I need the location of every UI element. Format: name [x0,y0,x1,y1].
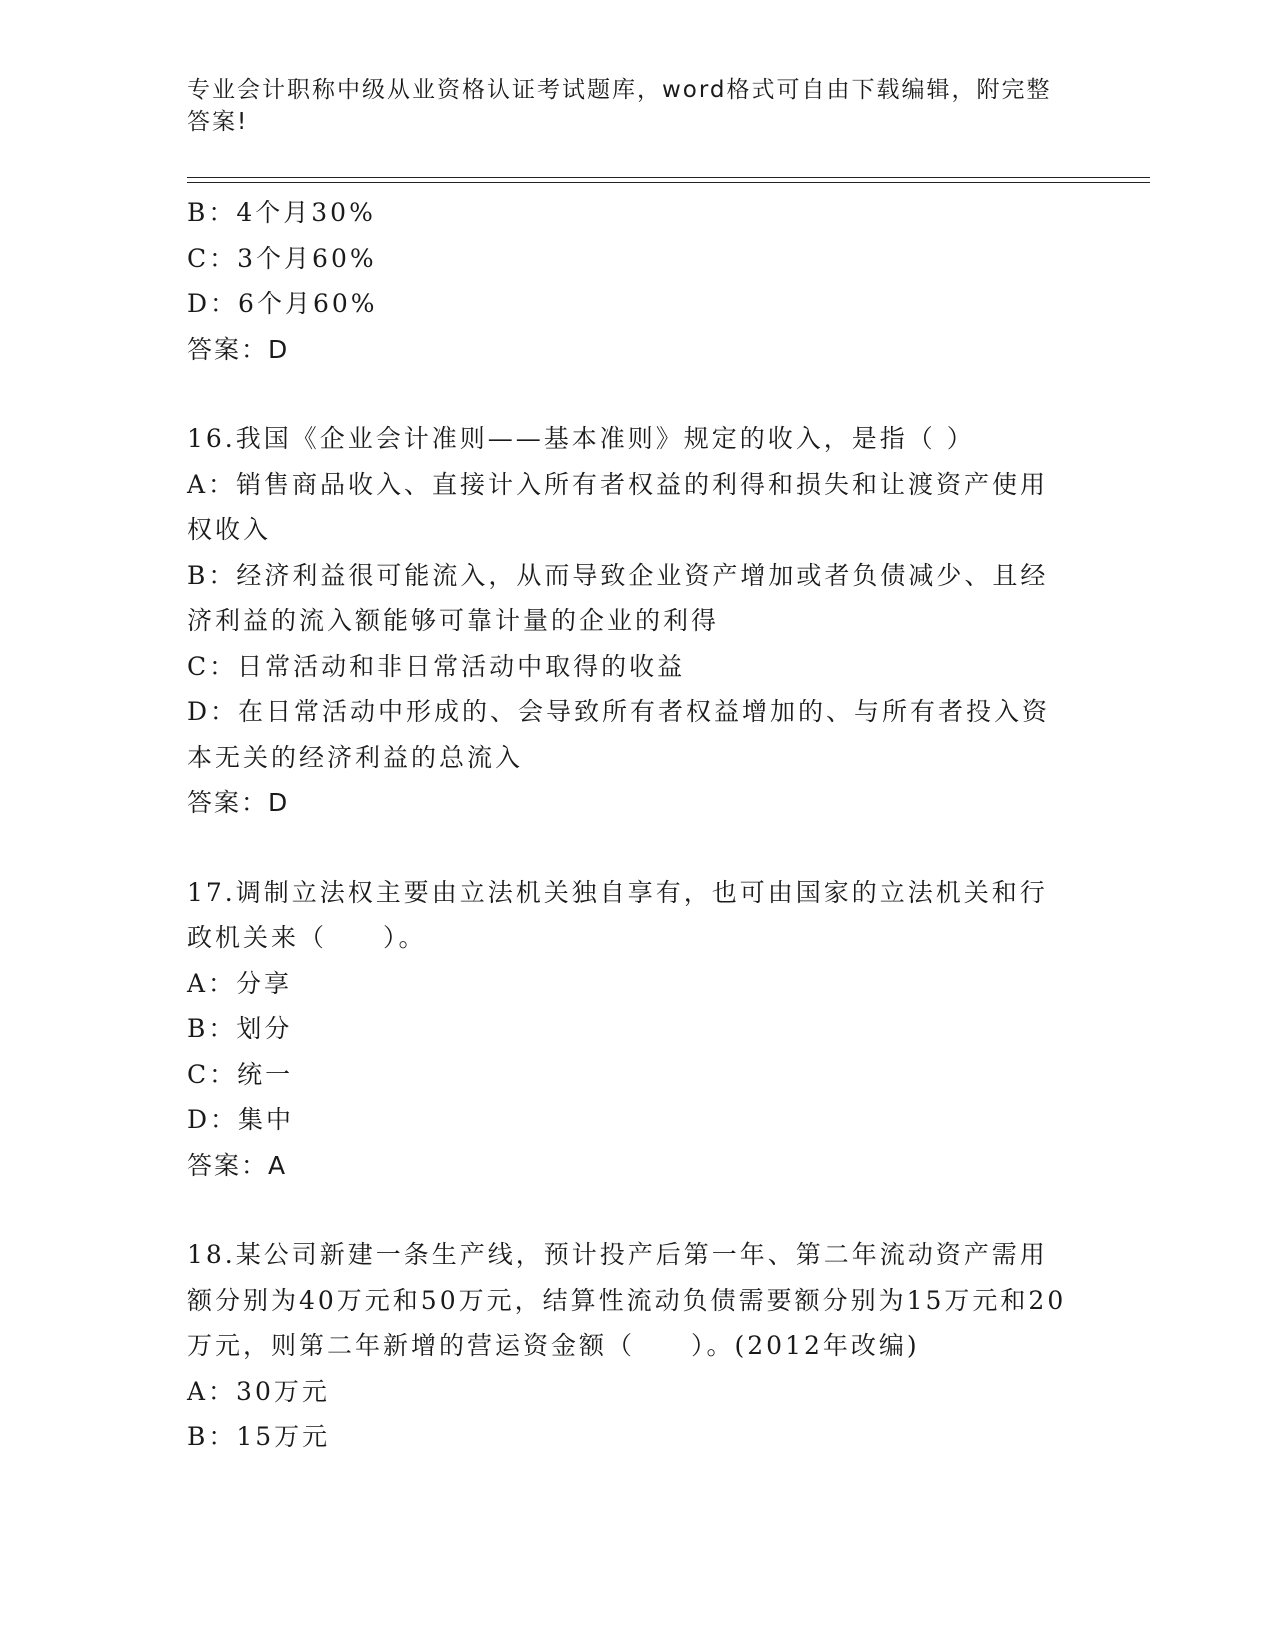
answer-line: 答案：D [187,788,290,817]
option-c: C：3个月60% [187,243,377,273]
option-b: B：划分 [187,1014,293,1043]
option-c: C：统一 [187,1059,294,1089]
question-17-block [187,870,1067,1189]
previous-question-block [187,190,1067,372]
option-b: B：4个月30% [187,198,376,227]
question-16-text: 16.我国《企业会计准则——基本准则》规定的收入，是指（ ） [187,424,975,453]
header-divider-bottom [187,182,1150,183]
question-18-text: 18.某公司新建一条生产线，预计投产后第一年、第二年流动资产需用额分别为40万元和50万元，结算性流动负债需要额分别为15万元和20万元，则第二年新增的营运资金额（ ）。(2012年改编) [187,1240,1067,1360]
spacer [187,1188,1067,1232]
option-c: C：日常活动和非日常活动中取得的收益 [187,651,686,681]
option-b: B：经济利益很可能流入，从而导致企业资产增加或者负债减少、且经济利益的流入额能够可靠计量的企业的利得 [187,560,1049,635]
question-16-block [187,416,1067,826]
option-b: B：15万元 [187,1422,331,1451]
option-d: D：集中 [187,1105,295,1134]
page-header: 专业会计职称中级从业资格认证考试题库，word格式可自由下载编辑，附完整答案! [187,77,1052,135]
spacer [187,372,1067,416]
answer-line: 答案：D [187,334,290,364]
option-a: A：30万元 [187,1376,330,1406]
question-18-block [187,1232,1067,1460]
question-content [187,190,1067,1460]
spacer [187,826,1067,870]
option-a: A：销售商品收入、直接计入所有者权益的利得和损失和让渡资产使用权收入 [187,469,1049,544]
answer-line: 答案：A [187,1150,288,1180]
option-d: D：在日常活动中形成的、会导致所有者权益增加的、与所有者投入资本无关的经济利益的总流入 [187,697,1051,772]
option-a: A：分享 [187,968,293,998]
header-divider-top [187,177,1150,178]
question-17-text: 17.调制立法权主要由立法机关独自享有，也可由国家的立法机关和行政机关来（ ）。 [187,877,1048,952]
option-d: D：6个月60% [187,289,378,318]
